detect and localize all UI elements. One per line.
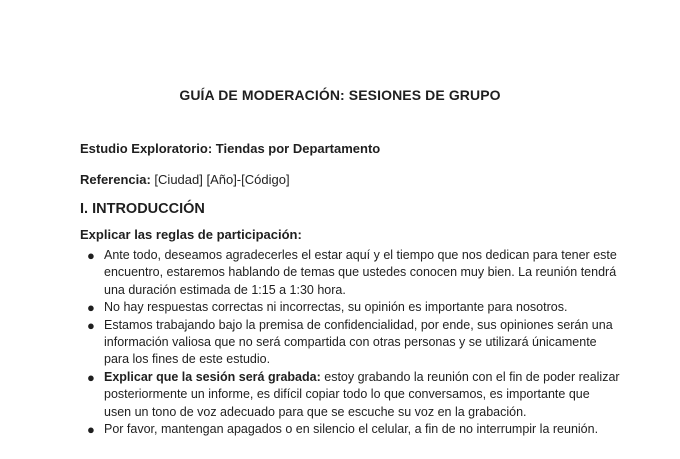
bullet-icon: ● [87, 317, 95, 333]
list-item [80, 247, 620, 299]
section-heading: I. INTRODUCCIÓN [80, 201, 205, 217]
list-item [80, 421, 620, 438]
bullet-bold: Explicar que la sesión será grabada: [104, 369, 321, 384]
bullet-text: Ante todo, deseamos agradecerles el estar aquí y el tiempo que nos dedican para tener este encuentro, estaremos hablando de temas que ustedes conocen muy bien. La reunión tendrá una duración estimada de 1:15 a 1:30 hora. [104, 248, 617, 297]
bullet-text: Estamos trabajando bajo la premisa de confidencialidad, por ende, sus opiniones serán una información valiosa que no será compartida con otras personas y se utilizará únicamente para los fines de este estudio. [104, 317, 613, 367]
bullet-icon: ● [87, 369, 95, 385]
bullet-text: Por favor, mantengan apagados o en silencio el celular, a fin de no interrumpir la reunión. [104, 422, 599, 437]
reference-label: Referencia: [80, 172, 151, 187]
reference-line [80, 172, 290, 187]
subheading: Explicar las reglas de participación: [80, 227, 302, 242]
reference-value: [Ciudad] [Año]-[Código] [150, 172, 290, 187]
bullet-icon: ● [87, 248, 95, 263]
list-item [80, 299, 620, 316]
bullet-icon: ● [87, 300, 95, 316]
list-item [80, 369, 620, 421]
bullet-list [80, 247, 620, 438]
bullet-icon: ● [87, 422, 95, 438]
list-item [80, 317, 620, 369]
study-name: Estudio Exploratorio: Tiendas por Departamento [80, 141, 381, 156]
bullet-text: No hay respuestas correctas ni incorrectas, su opinión es importante para nosotros. [104, 300, 568, 315]
document-title: GUÍA DE MODERACIÓN: SESIONES DE GRUPO [179, 87, 501, 103]
bullet-text: estoy grabando la reunión con el fin de poder realizar posteriormente un informe, es difícil copiar todo lo que conversamos, es importante que usen un tono de voz adecuado para que se escuche su voz en la grabación. [104, 369, 620, 419]
